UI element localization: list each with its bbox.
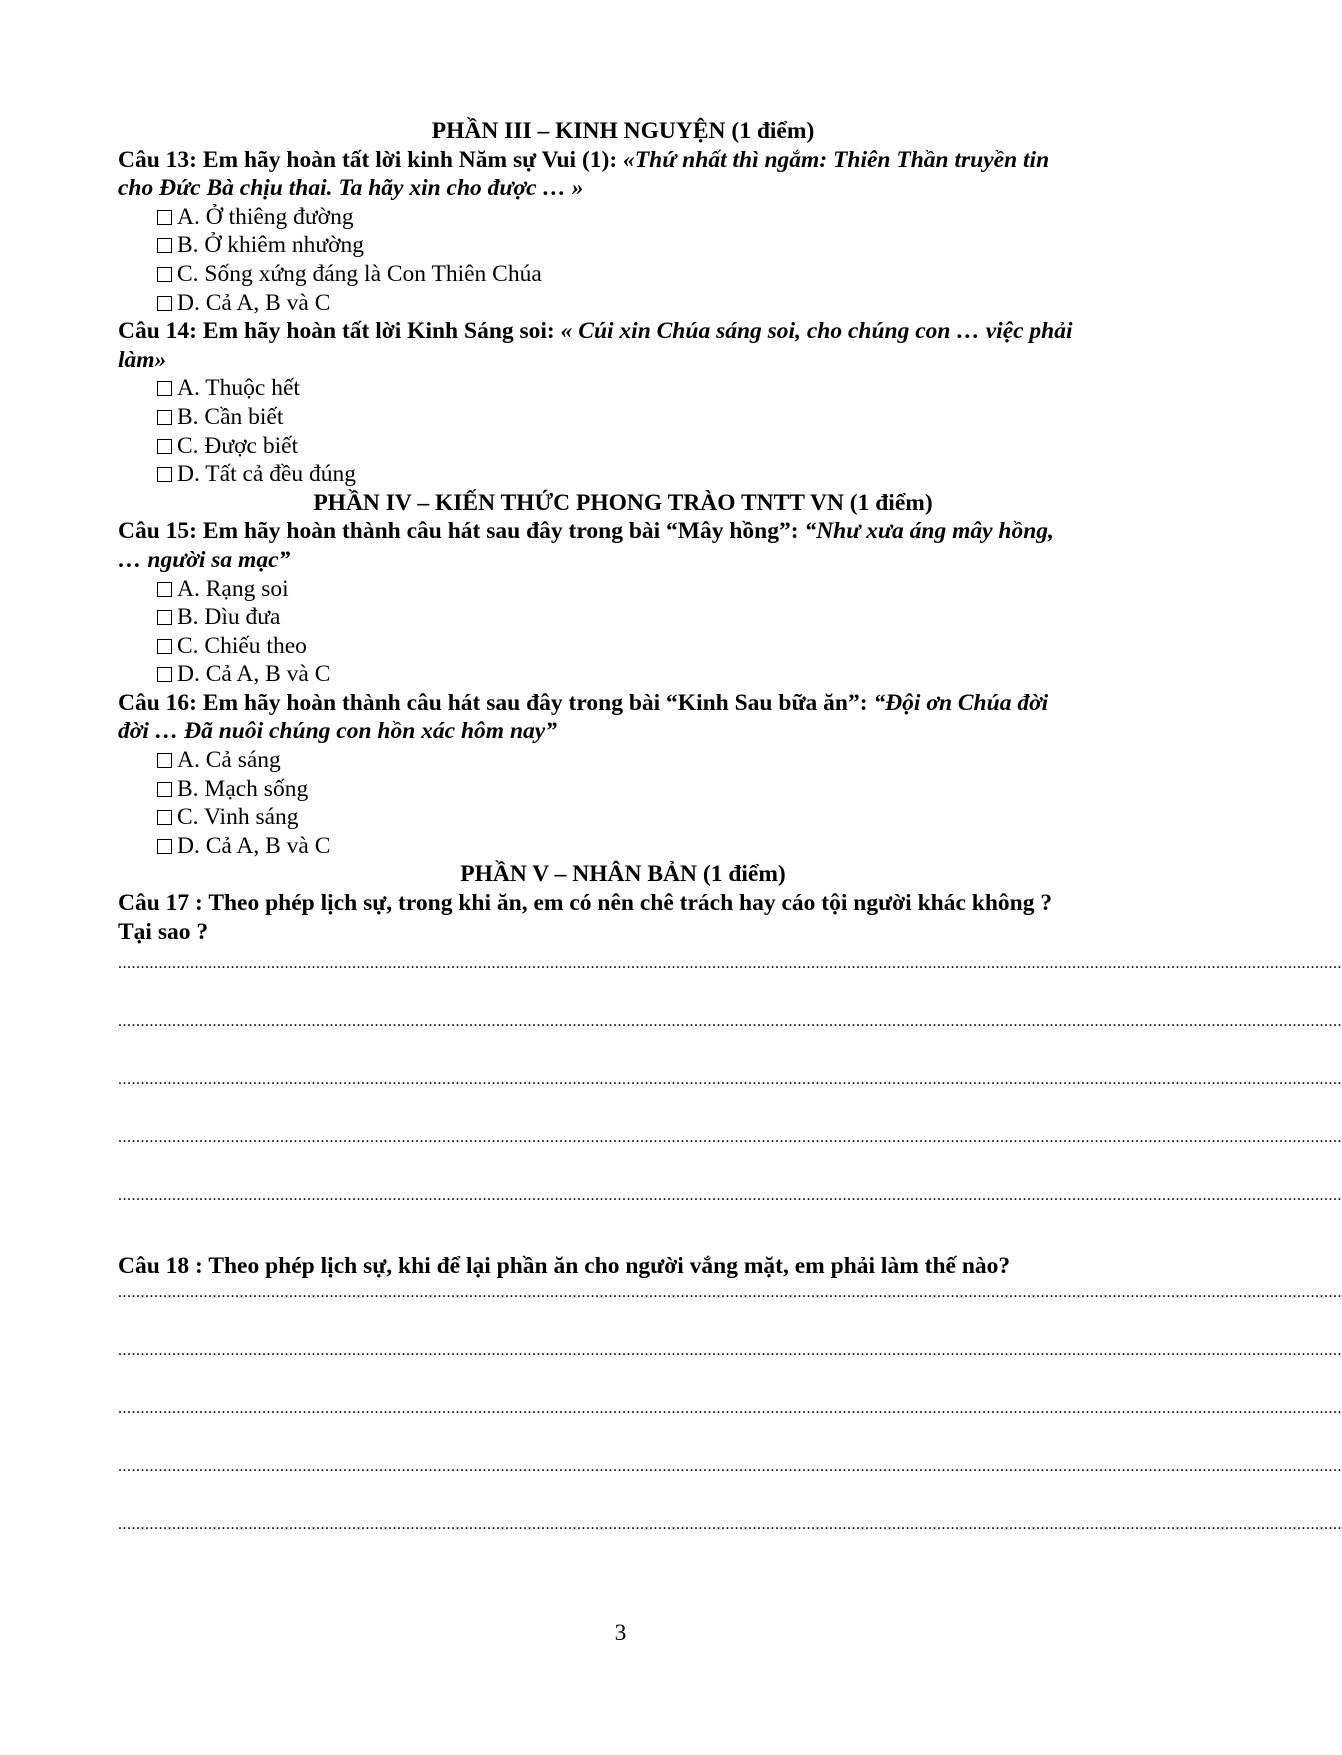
question-17-line2: Tại sao ? — [118, 918, 209, 945]
question-16-line1 — [118, 689, 1128, 718]
checkbox-icon[interactable] — [157, 296, 172, 311]
question-13-line2 — [118, 174, 1128, 203]
option-label: C. Được biết — [177, 432, 299, 459]
question-13-lead: Câu 13: Em hãy hoàn tất lời kinh Năm sự Vui (1): — [118, 146, 624, 173]
part5-heading: PHẦN V – NHÂN BẢN (1 điểm) — [460, 861, 786, 888]
option-label: C. Chiếu theo — [177, 632, 307, 659]
question-16-quote-1: “Đội ơn Chúa đời — [873, 689, 1049, 716]
q16-option-c[interactable] — [118, 803, 1128, 832]
q15-option-b[interactable] — [118, 603, 1128, 632]
question-14-lead: Câu 14: Em hãy hoàn tất lời Kinh Sáng soi: — [118, 318, 561, 345]
checkbox-icon[interactable] — [157, 439, 172, 454]
checkbox-icon[interactable] — [157, 582, 172, 597]
exam-page — [118, 117, 1342, 1533]
question-13-quote-2: cho Đức Bà chịu thai. Ta hãy xin cho được … » — [118, 175, 584, 202]
q15-option-d[interactable] — [118, 660, 1128, 689]
option-label: A. Cả sáng — [177, 747, 281, 774]
checkbox-icon[interactable] — [157, 782, 172, 797]
option-label: B. Cần biết — [177, 403, 284, 430]
option-label: C. Vinh sáng — [177, 804, 299, 831]
answer-dotted-line[interactable]: ................................................................................................................................................................................................................................................................................ — [118, 1071, 1342, 1089]
checkbox-icon[interactable] — [157, 667, 172, 682]
q16-option-d[interactable] — [118, 832, 1128, 861]
part4-heading: PHẦN IV – KIẾN THỨC PHONG TRÀO TNTT VN (1 điểm) — [313, 489, 933, 516]
option-label: B. Ở khiêm nhường — [177, 232, 365, 259]
q13-option-c[interactable] — [118, 260, 1128, 289]
q14-option-a[interactable] — [118, 374, 1128, 403]
question-16-lead: Câu 16: Em hãy hoàn thành câu hát sau đây trong bài “Kinh Sau bữa ăn”: — [118, 689, 874, 716]
question-14-line2 — [118, 346, 1128, 375]
q13-option-b[interactable] — [118, 231, 1128, 260]
q14-option-d[interactable] — [118, 460, 1128, 489]
option-label: B. Mạch sống — [177, 775, 309, 802]
q17-answer-area[interactable] — [118, 955, 1342, 1205]
q16-option-b[interactable] — [118, 775, 1128, 804]
checkbox-icon[interactable] — [157, 610, 172, 625]
answer-dotted-line[interactable]: ................................................................................................................................................................................................................................................................................ — [118, 1187, 1342, 1205]
checkbox-icon[interactable] — [157, 238, 172, 253]
question-18-line1: Câu 18 : Theo phép lịch sự, khi để lại phần ăn cho người vắng mặt, em phải làm thế nào? — [118, 1253, 1011, 1280]
question-13-quote-1: «Thứ nhất thì ngắm: Thiên Thần truyền tin — [623, 146, 1050, 173]
answer-dotted-line[interactable]: ................................................................................................................................................................................................................................................................................ — [118, 1399, 1342, 1417]
q18-answer-area[interactable] — [118, 1283, 1342, 1533]
option-label: D. Cả A, B và C — [177, 832, 331, 859]
option-label: C. Sống xứng đáng là Con Thiên Chúa — [177, 260, 542, 287]
answer-dotted-line[interactable]: ................................................................................................................................................................................................................................................................................ — [118, 1283, 1342, 1301]
question-16-quote-2: đời … Đã nuôi chúng con hồn xác hôm nay” — [118, 718, 557, 745]
question-14-quote-1: « Cúi xin Chúa sáng soi, cho chúng con … việc phải — [560, 318, 1073, 345]
question-13-line1 — [118, 146, 1128, 175]
option-label: D. Cả A, B và C — [177, 661, 331, 688]
answer-dotted-line[interactable]: ................................................................................................................................................................................................................................................................................ — [118, 1013, 1342, 1031]
option-label: B. Dìu đưa — [177, 604, 281, 631]
question-14-line1 — [118, 317, 1128, 346]
option-label: D. Tất cả đều đúng — [177, 461, 357, 488]
answer-dotted-line[interactable]: ................................................................................................................................................................................................................................................................................ — [118, 1457, 1342, 1475]
q15-option-c[interactable] — [118, 632, 1128, 661]
question-15-lead: Câu 15: Em hãy hoàn thành câu hát sau đây trong bài “Mây hồng”: — [118, 518, 805, 545]
option-label: A. Thuộc hết — [177, 375, 300, 402]
checkbox-icon[interactable] — [157, 753, 172, 768]
question-15-quote-2: … người sa mạc” — [118, 546, 291, 573]
q14-option-c[interactable] — [118, 432, 1128, 461]
question-15-line2 — [118, 546, 1128, 575]
q14-option-b[interactable] — [118, 403, 1128, 432]
answer-dotted-line[interactable]: ................................................................................................................................................................................................................................................................................ — [118, 1515, 1342, 1533]
checkbox-icon[interactable] — [157, 639, 172, 654]
answer-dotted-line[interactable]: ................................................................................................................................................................................................................................................................................ — [118, 1341, 1342, 1359]
answer-dotted-line[interactable]: ................................................................................................................................................................................................................................................................................ — [118, 955, 1342, 973]
question-14-quote-2: làm» — [118, 346, 167, 373]
q13-option-d[interactable] — [118, 289, 1128, 318]
checkbox-icon[interactable] — [157, 467, 172, 482]
part3-heading: PHẦN III – KINH NGUYỆN (1 điểm) — [431, 118, 815, 144]
checkbox-icon[interactable] — [157, 210, 172, 225]
answer-dotted-line[interactable]: ................................................................................................................................................................................................................................................................................ — [118, 1129, 1342, 1147]
q15-option-a[interactable] — [118, 575, 1128, 604]
q16-option-a[interactable] — [118, 746, 1128, 775]
page-number: 3 — [614, 1620, 627, 1646]
option-label: A. Rạng soi — [177, 575, 289, 602]
checkbox-icon[interactable] — [157, 267, 172, 282]
q13-option-a[interactable] — [118, 203, 1128, 232]
option-label: A. Ở thiêng đường — [177, 203, 354, 230]
question-16-line2 — [118, 717, 1128, 746]
checkbox-icon[interactable] — [157, 839, 172, 854]
question-17-line1: Câu 17 : Theo phép lịch sự, trong khi ăn, em có nên chê trách hay cáo tội người khác không ? — [118, 890, 1053, 917]
checkbox-icon[interactable] — [157, 410, 172, 425]
checkbox-icon[interactable] — [157, 810, 172, 825]
question-15-line1 — [118, 517, 1128, 546]
question-15-quote-1: “Như xưa áng mây hồng, — [804, 518, 1054, 545]
option-label: D. Cả A, B và C — [177, 289, 331, 316]
checkbox-icon[interactable] — [157, 381, 172, 396]
